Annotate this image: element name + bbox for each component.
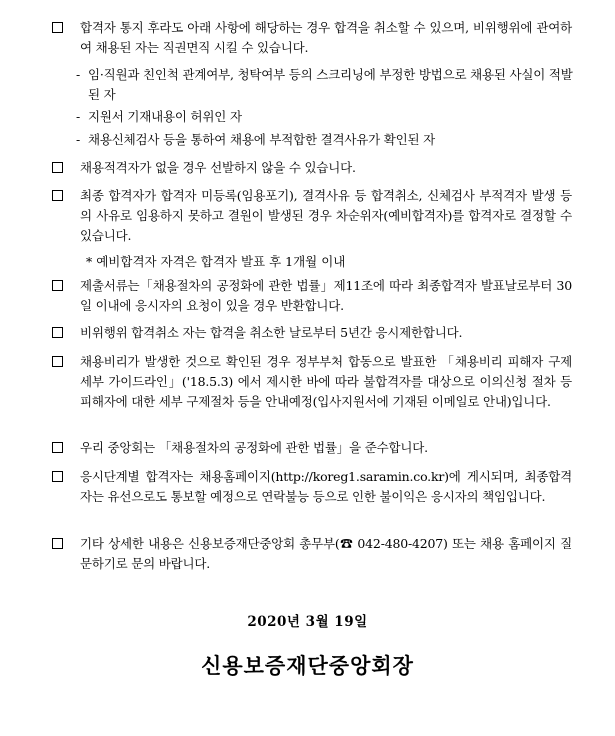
notice-item-text: 제출서류는「채용절차의 공정화에 관한 법률」제11조에 따라 최종합격자 발표날로부터 30일 이내에 응시자의 요청이 있을 경우 반환합니다. [80,278,572,313]
sub-item-text: 채용신체검사 등을 통하여 채용에 부적합한 결격사유가 확인된 자 [88,132,436,147]
notice-item-document-return [52,276,572,316]
notice-item-text: 합격자 통지 후라도 아래 사항에 해당하는 경우 합격을 취소할 수 있으며, 비위행위에 관여하여 채용된 자는 직권면직 시킬 수 있습니다. [80,20,572,55]
sub-item-text: 임·직원과 친인척 관계여부, 청탁여부 등의 스크리닝에 부정한 방법으로 채용된 사실이 적발된 자 [88,67,573,102]
notice-item-text: 기타 상세한 내용은 신용보증재단중앙회 총무부(☎ 042-480-4207) 또는 채용 홈페이지 질문하기로 문의 바랍니다. [80,536,572,571]
sub-item-false-application [76,107,576,127]
notice-item-text: 응시단계별 합격자는 채용홈페이지(http://koreg1.saramin.co.kr)에 게시되며, 최종합격자는 유선으로도 통보할 예정으로 연락불능 등으로 인한 불이익은 응시자의 책임입니다. [80,469,572,504]
notice-item-text: 최종 합격자가 합격자 미등록(임용포기), 결격사유 등 합격취소, 신체검사 부적격자 발생 등의 사유로 임용하지 못하고 결원이 발생된 경우 차순위자(예비합격자)를 합격자로 결정할 수 있습니다. [80,188,572,243]
dash-marker: - [76,67,81,82]
checkbox-square-icon [52,22,63,33]
notice-item-text: 채용적격자가 없을 경우 선발하지 않을 수 있습니다. [80,160,356,175]
notice-item-text: 채용비리가 발생한 것으로 확인된 경우 정부부처 합동으로 발표한 「채용비리 피해자 구제 세부 가이드라인」('18.5.3) 에서 제시한 바에 따라 불합격자를 대상으로 이의신청 절차 등 피해자에 대한 세부 구제절차 등을 안내예정(입사지원서에 기재된 이메일로 안내)입니다. [80,354,572,409]
checkbox-square-icon [52,327,63,338]
notice-item-reserve-candidate [52,186,572,246]
announcement-date: 2020년 3월 19일 [247,614,368,630]
dash-marker: - [76,132,81,147]
notice-item-cancel-pass [52,18,572,58]
issuer-signature: 신용보증재단중앙회장 [201,653,414,678]
notice-item-text: 비위행위 합격취소 자는 합격을 취소한 날로부터 5년간 응시제한합니다. [80,325,463,340]
reserve-note: * 예비합격자 자격은 합격자 발표 후 1개월 이내 [86,254,346,269]
notice-item-text: 우리 중앙회는 「채용절차의 공정화에 관한 법률」을 준수합니다. [80,440,428,455]
notice-item-no-qualified [52,158,572,178]
checkbox-square-icon [52,538,63,549]
notice-item-contact [52,534,572,574]
checkbox-square-icon [52,442,63,453]
checkbox-square-icon [52,356,63,367]
notice-item-application-ban [52,323,572,343]
sub-item-medical-check [76,130,576,150]
sub-item-screening [76,65,576,105]
sub-item-text: 지원서 기재내용이 허위인 자 [88,109,242,124]
checkbox-square-icon [52,190,63,201]
checkbox-square-icon [52,162,63,173]
notice-item-fair-hiring-law [52,438,572,458]
checkbox-square-icon [52,471,63,482]
notice-item-victim-relief [52,352,572,412]
dash-marker: - [76,109,81,124]
notice-item-announcement [52,467,572,507]
checkbox-square-icon [52,280,63,291]
